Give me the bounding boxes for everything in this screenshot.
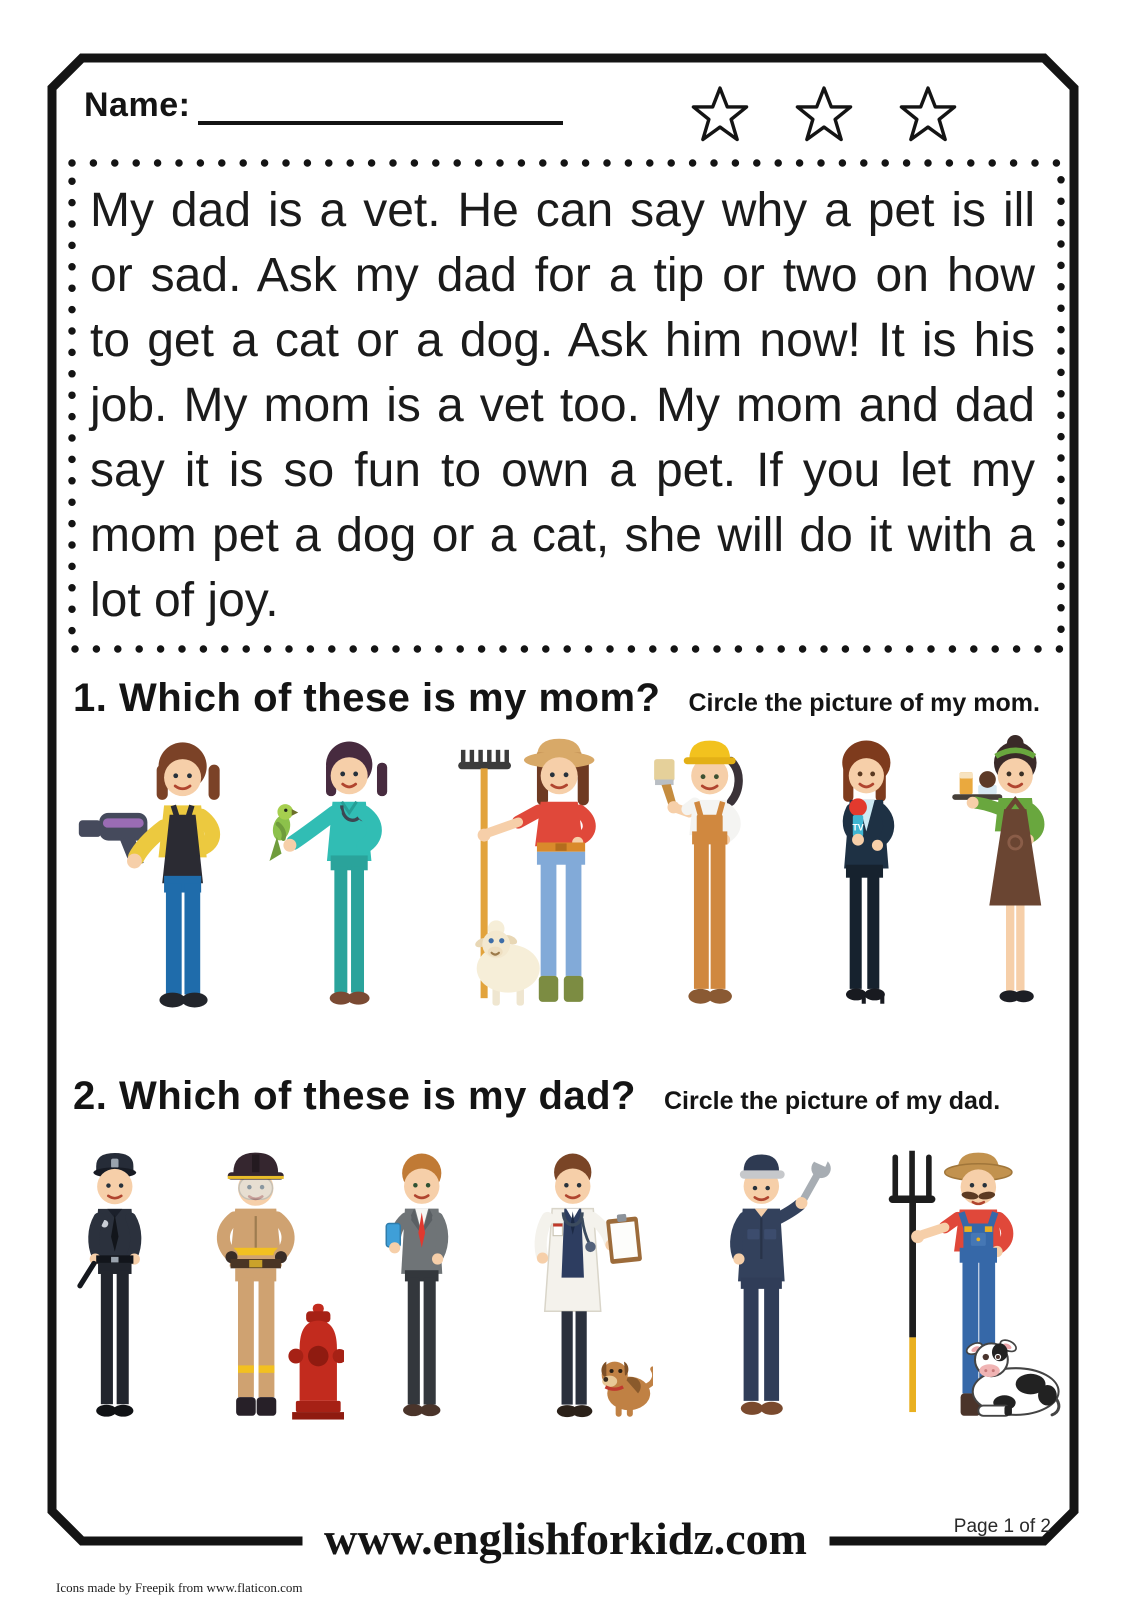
option-farmer-mom-figure[interactable] bbox=[455, 735, 630, 1013]
serving-tray-icon bbox=[952, 771, 1002, 800]
clipboard-icon bbox=[606, 1213, 643, 1265]
baton-icon bbox=[76, 1260, 97, 1290]
dad-options-row bbox=[60, 1145, 1072, 1427]
stethoscope-icon bbox=[585, 1242, 595, 1252]
question-1-hint: Circle the picture of my mom. bbox=[688, 689, 1040, 717]
name-input-line[interactable] bbox=[198, 91, 563, 125]
option-doctor-figure[interactable] bbox=[513, 1147, 653, 1427]
wrench-icon bbox=[801, 1151, 830, 1203]
name-label: Name: bbox=[84, 86, 191, 124]
option-firefighter-figure[interactable] bbox=[188, 1147, 344, 1427]
question-1-heading bbox=[73, 676, 1063, 721]
question-2-hint: Circle the picture of my dad. bbox=[663, 1087, 1001, 1115]
question-1-title: 1. Which of these is my mom? bbox=[73, 676, 661, 720]
page-indicator: Page 1 of 2 bbox=[953, 1516, 1051, 1537]
parrot-icon bbox=[269, 804, 298, 861]
name-field-row bbox=[84, 86, 563, 125]
cow-icon bbox=[965, 1338, 1059, 1416]
option-police-officer-figure[interactable] bbox=[72, 1147, 152, 1427]
question-2-heading bbox=[73, 1074, 1063, 1119]
fire-hydrant-icon bbox=[288, 1304, 344, 1420]
option-hairdresser-figure[interactable] bbox=[75, 735, 255, 1013]
icons-credit: Icons made by Freepik from www.flaticon.com bbox=[56, 1580, 303, 1595]
option-businessman-figure[interactable] bbox=[373, 1147, 463, 1427]
mechanic-cap-icon bbox=[744, 1154, 779, 1171]
pitchfork-icon bbox=[889, 1151, 936, 1412]
reading-passage: My dad is a vet. He can say why a pet is ill or sad. Ask my dad for a tip or two on how to get a cat or a dog. Ask him now! It is his job. My mom is a vet too. My mom and dad say it is so fun to own a pet. If you let my mom pet a dog or a cat, she will do it with a lot of joy. bbox=[90, 184, 1035, 627]
option-waitress-figure[interactable] bbox=[948, 735, 1064, 1013]
star-icon bbox=[898, 84, 958, 147]
option-tv-reporter-figure[interactable] bbox=[818, 735, 911, 1013]
option-construction-worker-figure[interactable] bbox=[643, 735, 769, 1013]
mom-options-row bbox=[60, 733, 1072, 1013]
star-icon bbox=[794, 84, 854, 147]
mic-tv-label: TV bbox=[852, 822, 864, 833]
option-mechanic-figure[interactable] bbox=[693, 1147, 839, 1427]
star-rating-row bbox=[690, 84, 958, 147]
option-veterinarian-figure[interactable] bbox=[260, 735, 405, 1013]
hard-hat-icon bbox=[689, 741, 730, 760]
question-2-title: 2. Which of these is my dad? bbox=[73, 1074, 636, 1118]
website-footer: www.englishforkidz.com bbox=[302, 1512, 829, 1565]
option-farmer-dad-figure[interactable] bbox=[873, 1147, 1065, 1427]
star-icon bbox=[690, 84, 750, 147]
puppy-icon bbox=[601, 1362, 653, 1417]
